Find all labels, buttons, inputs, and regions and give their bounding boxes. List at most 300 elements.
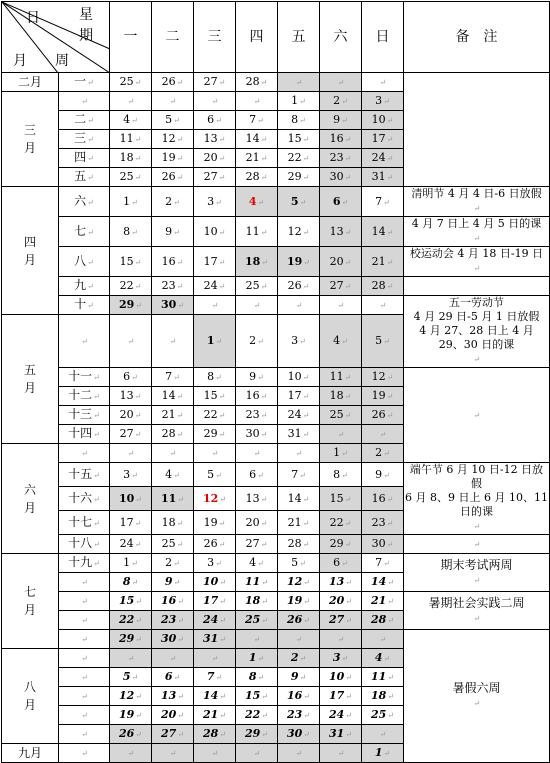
day-cell: [110, 487, 152, 511]
paragraph-mark: ↵: [131, 559, 138, 568]
paragraph-mark: ↵: [473, 613, 481, 623]
remark-cell: [404, 535, 550, 554]
day-cell: [236, 592, 278, 611]
paragraph-mark: ↵: [87, 78, 94, 87]
day-number: 13: [245, 491, 260, 505]
paragraph-mark: ↵: [303, 616, 310, 625]
day-number: 1: [123, 556, 131, 569]
day-cell: [194, 573, 236, 592]
paragraph-mark: ↵: [299, 337, 306, 346]
paragraph-mark: ↵: [215, 559, 222, 568]
paragraph-mark: ↵: [169, 449, 177, 458]
day-number: 23: [245, 408, 260, 421]
paragraph-mark: ↵: [93, 392, 100, 401]
day-number: 29: [118, 298, 135, 311]
week-number-text: 四: [74, 150, 87, 164]
day-number: 4: [123, 113, 131, 126]
day-cell: [320, 535, 362, 554]
paragraph-mark: ↵: [135, 711, 142, 720]
week-number: [59, 444, 110, 463]
paragraph-mark: ↵: [131, 673, 139, 682]
day-cell: [110, 187, 152, 217]
paragraph-mark: ↵: [383, 470, 390, 480]
month-label-text: 三月: [24, 123, 37, 155]
day-number: 30: [160, 298, 177, 311]
day-number: 2: [290, 651, 299, 664]
day-number: 12: [371, 370, 386, 383]
day-number: 24: [203, 279, 218, 292]
day-number: 12: [286, 575, 303, 588]
paragraph-mark: ↵: [345, 711, 352, 720]
day-number: 12: [287, 224, 302, 238]
week-row: [2, 217, 550, 247]
day-cell: [278, 406, 320, 425]
day-number: 12: [202, 491, 219, 505]
day-cell: [194, 296, 236, 315]
paragraph-mark: ↵: [341, 97, 348, 106]
paragraph-mark: ↵: [87, 301, 94, 310]
day-cell: [152, 687, 194, 706]
day-cell: [278, 725, 320, 744]
day-cell: [236, 668, 278, 687]
day-cell: [320, 511, 362, 535]
paragraph-mark: ↵: [257, 673, 265, 682]
paragraph-mark: ↵: [131, 197, 138, 207]
week-number: [59, 487, 110, 511]
corner-month-label: 月: [13, 53, 27, 69]
day-number: 12: [161, 132, 176, 145]
day-cell: [278, 247, 320, 277]
paragraph-mark: ↵: [93, 559, 100, 568]
paragraph-mark: ↵: [302, 173, 310, 182]
weekday-header: 三: [194, 2, 236, 73]
paragraph-mark: ↵: [302, 392, 310, 401]
day-cell: [152, 387, 194, 406]
week-row: [2, 277, 550, 296]
day-number: 8: [291, 113, 299, 126]
paragraph-mark: ↵: [473, 204, 481, 213]
day-cell: [278, 611, 320, 630]
paragraph-mark: ↵: [337, 635, 345, 644]
paragraph-mark: ↵: [260, 518, 268, 528]
paragraph-mark: ↵: [337, 430, 345, 439]
day-cell: [278, 168, 320, 187]
day-number: 6: [164, 670, 173, 683]
paragraph-mark: ↵: [379, 78, 387, 87]
paragraph-mark: ↵: [134, 135, 142, 144]
day-cell: [320, 387, 362, 406]
week-number: [59, 315, 110, 368]
day-cell: [194, 277, 236, 296]
paragraph-mark: ↵: [135, 494, 142, 504]
day-number: 1: [374, 746, 383, 759]
paragraph-mark: ↵: [344, 540, 352, 549]
paragraph-mark: ↵: [215, 337, 223, 346]
day-cell: [320, 277, 362, 296]
day-number: 10: [203, 224, 218, 238]
day-cell: [110, 725, 152, 744]
day-cell: [152, 425, 194, 444]
day-cell: [152, 92, 194, 111]
day-number: 7: [165, 370, 173, 383]
day-cell: [194, 368, 236, 387]
paragraph-mark: ↵: [261, 257, 268, 267]
month-label: [2, 649, 59, 744]
day-number: 15: [203, 389, 218, 402]
remark-line: 4 月 7 日上 4 月 5 日的课: [411, 217, 542, 230]
day-cell: [362, 247, 404, 277]
paragraph-mark: ↵: [173, 559, 180, 568]
paragraph-mark: ↵: [299, 116, 306, 125]
day-cell: [236, 406, 278, 425]
day-cell: [236, 247, 278, 277]
week-number: [59, 725, 110, 744]
weekday-header: 二: [152, 2, 194, 73]
corner-day-label: 日: [26, 10, 40, 26]
day-cell: [152, 744, 194, 763]
day-number: 5: [207, 467, 215, 481]
day-cell: [362, 744, 404, 763]
day-cell: [320, 487, 362, 511]
week-number-text: 十一: [68, 369, 93, 383]
day-number: 19: [118, 708, 135, 721]
day-number: 17: [202, 594, 219, 607]
day-cell: [110, 687, 152, 706]
week-number: [59, 277, 110, 296]
header-row: [2, 2, 550, 73]
month-label-text: 二月: [17, 75, 42, 89]
paragraph-mark: ↵: [135, 730, 142, 739]
paragraph-mark: ↵: [295, 78, 303, 87]
paragraph-mark: ↵: [87, 116, 94, 125]
paragraph-mark: ↵: [135, 301, 142, 310]
day-cell: [320, 668, 362, 687]
paragraph-mark: ↵: [260, 227, 268, 237]
paragraph-mark: ↵: [379, 635, 387, 644]
paragraph-mark: ↵: [81, 730, 88, 739]
day-cell: [236, 111, 278, 130]
paragraph-mark: ↵: [387, 673, 394, 682]
corner-header: [2, 2, 110, 73]
paragraph-mark: ↵: [295, 449, 303, 458]
day-cell: [236, 535, 278, 554]
day-cell: [278, 149, 320, 168]
day-cell: [278, 444, 320, 463]
day-cell: [278, 592, 320, 611]
paragraph-mark: ↵: [218, 154, 226, 163]
day-number: 22: [203, 408, 218, 421]
day-number: 26: [371, 408, 386, 421]
paragraph-mark: ↵: [260, 135, 268, 144]
week-number: [59, 149, 110, 168]
paragraph-mark: ↵: [93, 540, 100, 549]
day-number: 8: [333, 467, 341, 481]
day-number: 28: [287, 537, 302, 550]
paragraph-mark: ↵: [257, 337, 264, 346]
paragraph-mark: ↵: [176, 540, 184, 549]
day-number: 13: [328, 575, 345, 588]
day-number: 9: [290, 670, 299, 683]
day-number: 29: [329, 537, 344, 550]
week-number-text: 三: [74, 131, 87, 145]
day-cell: [278, 511, 320, 535]
paragraph-mark: ↵: [134, 78, 142, 87]
paragraph-mark: ↵: [473, 410, 481, 420]
day-number: 15: [244, 689, 261, 702]
paragraph-mark: ↵: [87, 282, 94, 291]
day-number: 6: [332, 194, 341, 208]
day-cell: [362, 592, 404, 611]
paragraph-mark: ↵: [260, 540, 268, 549]
month-label: [2, 73, 59, 92]
day-number: 30: [371, 537, 386, 550]
remarks-header: 备 注: [404, 2, 550, 73]
paragraph-mark: ↵: [341, 654, 349, 663]
day-cell: [194, 444, 236, 463]
day-number: 17: [371, 132, 386, 145]
paragraph-mark: ↵: [260, 411, 268, 420]
day-cell: [362, 387, 404, 406]
day-number: 20: [245, 515, 260, 529]
day-cell: [320, 706, 362, 725]
paragraph-mark: ↵: [219, 692, 226, 701]
day-cell: [362, 73, 404, 92]
day-number: 16: [371, 491, 386, 505]
paragraph-mark: ↵: [303, 597, 310, 606]
day-cell: [362, 463, 404, 487]
day-cell: [194, 511, 236, 535]
day-cell: [362, 277, 404, 296]
day-number: 25: [329, 408, 344, 421]
day-cell: [194, 630, 236, 649]
paragraph-mark: ↵: [169, 97, 177, 106]
day-cell: [152, 277, 194, 296]
day-number: 27: [245, 537, 260, 550]
paragraph-mark: ↵: [386, 518, 394, 528]
paragraph-mark: ↵: [81, 635, 88, 644]
week-number-text: 十八: [68, 536, 93, 550]
week-number: [59, 368, 110, 387]
paragraph-mark: ↵: [387, 616, 394, 625]
paragraph-mark: ↵: [386, 540, 394, 549]
paragraph-mark: ↵: [341, 559, 348, 568]
paragraph-mark: ↵: [341, 470, 348, 480]
paragraph-mark: ↵: [379, 730, 387, 739]
day-cell: [278, 487, 320, 511]
paragraph-mark: ↵: [176, 78, 184, 87]
paragraph-mark: ↵: [173, 373, 180, 382]
paragraph-mark: ↵: [177, 692, 184, 701]
day-number: 11: [329, 370, 344, 383]
paragraph-mark: ↵: [93, 518, 100, 528]
paragraph-mark: ↵: [383, 654, 391, 663]
paragraph-mark: ↵: [135, 635, 142, 644]
weekday-header: 四: [236, 2, 278, 73]
day-number: 29: [244, 727, 261, 740]
day-number: 31: [328, 727, 345, 740]
day-number: 18: [244, 254, 261, 268]
paragraph-mark: ↵: [383, 337, 390, 346]
day-cell: [152, 611, 194, 630]
week-number: [59, 387, 110, 406]
week-row: [2, 296, 550, 315]
day-number: 19: [286, 594, 303, 607]
remark-cell: [404, 217, 550, 247]
day-number: 8: [122, 575, 131, 588]
week-number: [59, 573, 110, 592]
day-cell: [152, 725, 194, 744]
day-cell: [278, 554, 320, 573]
day-number: 7: [375, 556, 383, 569]
paragraph-mark: ↵: [93, 470, 100, 480]
paragraph-mark: ↵: [131, 116, 138, 125]
paragraph-mark: ↵: [344, 135, 352, 144]
day-cell: [194, 247, 236, 277]
paragraph-mark: ↵: [302, 430, 310, 439]
week-number: [59, 649, 110, 668]
day-number: 10: [328, 670, 345, 683]
paragraph-mark: ↵: [337, 301, 345, 310]
day-cell: [320, 554, 362, 573]
day-cell: [362, 92, 404, 111]
day-cell: [236, 387, 278, 406]
paragraph-mark: ↵: [87, 197, 94, 207]
day-number: 20: [160, 708, 177, 721]
paragraph-mark: ↵: [219, 635, 226, 644]
month-label: [2, 554, 59, 649]
paragraph-mark: ↵: [87, 227, 94, 237]
paragraph-mark: ↵: [257, 197, 265, 207]
paragraph-mark: ↵: [81, 578, 88, 587]
day-cell: [194, 73, 236, 92]
paragraph-mark: ↵: [93, 411, 100, 420]
day-number: 26: [203, 537, 218, 550]
week-number-text: 七: [74, 223, 87, 238]
paragraph-mark: ↵: [299, 197, 307, 207]
day-number: 21: [161, 408, 176, 421]
paragraph-mark: ↵: [302, 494, 310, 504]
day-cell: [194, 611, 236, 630]
day-cell: [278, 296, 320, 315]
paragraph-mark: ↵: [299, 673, 307, 682]
week-number-text: 十五: [68, 466, 93, 481]
day-number: 10: [202, 575, 219, 588]
weekday-header: 六: [320, 2, 362, 73]
day-number: 24: [119, 537, 134, 550]
day-cell: [236, 744, 278, 763]
day-cell: [320, 92, 362, 111]
day-cell: [320, 168, 362, 187]
paragraph-mark: ↵: [127, 449, 135, 458]
weekday-header: 一: [110, 2, 152, 73]
day-number: 18: [119, 151, 134, 164]
paragraph-mark: ↵: [344, 411, 352, 420]
day-cell: [236, 511, 278, 535]
day-cell: [194, 111, 236, 130]
week-row: [2, 592, 550, 611]
day-cell: [110, 706, 152, 725]
paragraph-mark: ↵: [386, 373, 394, 382]
paragraph-mark: ↵: [344, 494, 352, 504]
day-cell: [278, 535, 320, 554]
day-cell: [362, 649, 404, 668]
day-cell: [320, 687, 362, 706]
week-number: [59, 511, 110, 535]
week-row: [2, 554, 550, 573]
day-cell: [278, 387, 320, 406]
weekday-header: 日: [362, 2, 404, 73]
day-number: 2: [249, 334, 257, 347]
week-number: [59, 425, 110, 444]
paragraph-mark: ↵: [473, 522, 481, 531]
remark-line: 校运动会 4 月 18 日-19 日: [409, 247, 544, 260]
paragraph-mark: ↵: [253, 97, 261, 106]
day-number: 9: [164, 575, 173, 588]
day-number: 1: [206, 334, 215, 347]
day-cell: [110, 73, 152, 92]
paragraph-mark: ↵: [134, 392, 142, 401]
day-number: 18: [370, 689, 387, 702]
paragraph-mark: ↵: [127, 97, 135, 106]
day-number: 11: [160, 491, 177, 505]
day-number: 24: [371, 151, 386, 164]
paragraph-mark: ↵: [215, 197, 222, 207]
day-cell: [278, 73, 320, 92]
paragraph-mark: ↵: [386, 494, 394, 504]
remark-line: 4 月 29 日-5 月 1 日放假: [413, 310, 540, 323]
paragraph-mark: ↵: [473, 575, 481, 585]
paragraph-mark: ↵: [169, 654, 177, 663]
day-cell: [194, 187, 236, 217]
day-cell: [362, 368, 404, 387]
day-cell: [362, 535, 404, 554]
paragraph-mark: ↵: [135, 616, 142, 625]
paragraph-mark: ↵: [260, 78, 268, 87]
day-number: 23: [161, 279, 176, 292]
day-number: 2: [165, 556, 173, 569]
day-number: 27: [160, 727, 177, 740]
day-cell: [110, 744, 152, 763]
day-cell: [152, 511, 194, 535]
remark-line: 暑假六周: [452, 681, 501, 695]
paragraph-mark: ↵: [345, 730, 352, 739]
paragraph-mark: ↵: [81, 711, 88, 720]
day-cell: [362, 444, 404, 463]
day-number: 11: [244, 575, 261, 588]
paragraph-mark: ↵: [387, 711, 394, 720]
paragraph-mark: ↵: [473, 699, 481, 708]
day-number: 25: [244, 613, 261, 626]
day-cell: [110, 130, 152, 149]
day-cell: [236, 149, 278, 168]
paragraph-mark: ↵: [177, 494, 184, 504]
day-number: 1: [291, 94, 299, 107]
paragraph-mark: ↵: [473, 234, 481, 243]
day-number: 9: [165, 224, 173, 238]
day-cell: [362, 706, 404, 725]
week-number: [59, 744, 110, 763]
paragraph-mark: ↵: [387, 578, 394, 587]
month-label-text: 五月: [24, 363, 37, 395]
remark-cell: [404, 73, 550, 187]
day-cell: [362, 168, 404, 187]
day-cell: [278, 649, 320, 668]
day-number: 26: [286, 613, 303, 626]
paragraph-mark: ↵: [177, 597, 184, 606]
paragraph-mark: ↵: [345, 692, 352, 701]
paragraph-mark: ↵: [169, 749, 177, 758]
day-cell: [110, 611, 152, 630]
